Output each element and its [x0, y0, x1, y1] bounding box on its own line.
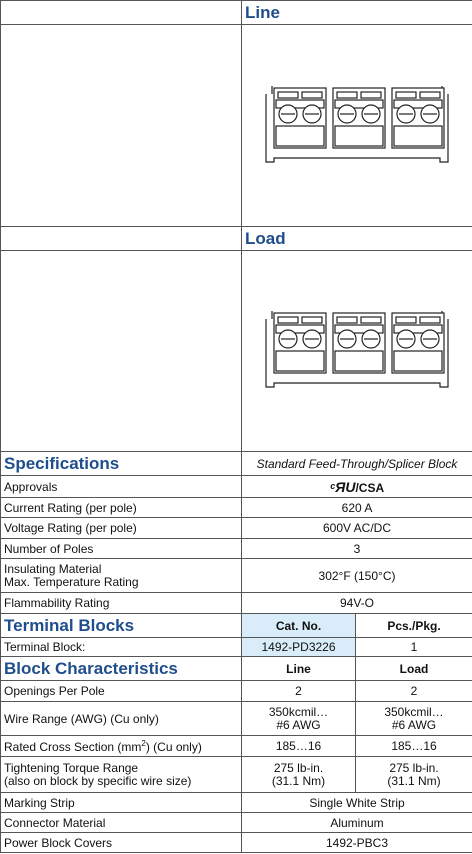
line-block-image-cell	[242, 25, 472, 227]
load-block-image-cell	[242, 251, 472, 452]
char-label-openings: Openings Per Pole	[1, 681, 242, 702]
spec-label-flammability: Flammability Rating	[1, 593, 242, 614]
spec-label-poles: Number of Poles	[1, 539, 242, 559]
pcs-pkg-header: Pcs./Pkg.	[356, 614, 472, 638]
spec-label-current: Current Rating (per pole)	[1, 498, 242, 518]
load-heading: Load	[242, 227, 472, 251]
char-line-cross-section: 185…16	[242, 736, 356, 757]
product-name: Standard Feed-Through/Splicer Block	[242, 452, 472, 476]
spec-value-insulating: 302°F (150°C)	[242, 559, 472, 593]
char-load-cross-section: 185…16	[356, 736, 472, 757]
specifications-heading: Specifications	[1, 452, 242, 476]
char-label-cross-section: Rated Cross Section $(mm^2)$ (Cu only)	[1, 736, 242, 757]
spec-value-flammability: 94V-O	[242, 593, 472, 614]
char-line-torque: 275 lb-in. (31.1 Nm)	[242, 757, 356, 793]
load-col-header: Load	[356, 657, 472, 681]
line-heading: Line	[242, 1, 472, 25]
spec-label-insulating: Insulating Material Max. Temperature Rating	[1, 559, 242, 593]
terminal-blocks-heading: Terminal Blocks	[1, 614, 242, 638]
char-value-connector-material: Aluminum	[242, 813, 472, 833]
char-label-marking-strip: Marking Strip	[1, 793, 242, 813]
ul-listed-icon: ᶜЯU	[329, 478, 356, 495]
char-line-openings: 2	[242, 681, 356, 702]
char-value-power-block-covers: 1492-PBC3	[242, 833, 472, 853]
char-label-power-block-covers: Power Block Covers	[1, 833, 242, 853]
char-label-connector-material: Connector Material	[1, 813, 242, 833]
spec-value-approvals: ᶜЯU/CSA	[242, 476, 472, 498]
spec-value-current: 620 A	[242, 498, 472, 518]
char-load-wire-range: 350kcmil… #6 AWG	[356, 702, 472, 736]
line-col-header: Line	[242, 657, 356, 681]
char-label-wire-range: Wire Range (AWG) (Cu only)	[1, 702, 242, 736]
spec-value-poles: 3	[242, 539, 472, 559]
char-load-openings: 2	[356, 681, 472, 702]
char-value-marking-strip: Single White Strip	[242, 793, 472, 813]
line-terminal-block-diagram	[262, 82, 452, 167]
terminal-block-pcs: 1	[356, 638, 472, 657]
char-load-torque: 275 lb-in. (31.1 Nm)	[356, 757, 472, 793]
cat-no-header: Cat. No.	[242, 614, 356, 638]
block-characteristics-heading: Block Characteristics	[1, 657, 242, 681]
char-line-wire-range: 350kcmil… #6 AWG	[242, 702, 356, 736]
char-label-torque: Tightening Torque Range (also on block by specific wire size)	[1, 757, 242, 793]
blank-cell	[1, 251, 242, 452]
spec-label-approvals: Approvals	[1, 476, 242, 498]
load-terminal-block-diagram	[262, 307, 452, 392]
terminal-block-cat-no: 1492-PD3226	[242, 638, 356, 657]
blank-cell	[1, 25, 242, 227]
terminal-block-label: Terminal Block:	[1, 638, 242, 657]
spec-label-voltage: Voltage Rating (per pole)	[1, 518, 242, 539]
blank-cell	[1, 1, 242, 25]
spec-value-voltage: 600V AC/DC	[242, 518, 472, 539]
blank-cell	[1, 227, 242, 251]
